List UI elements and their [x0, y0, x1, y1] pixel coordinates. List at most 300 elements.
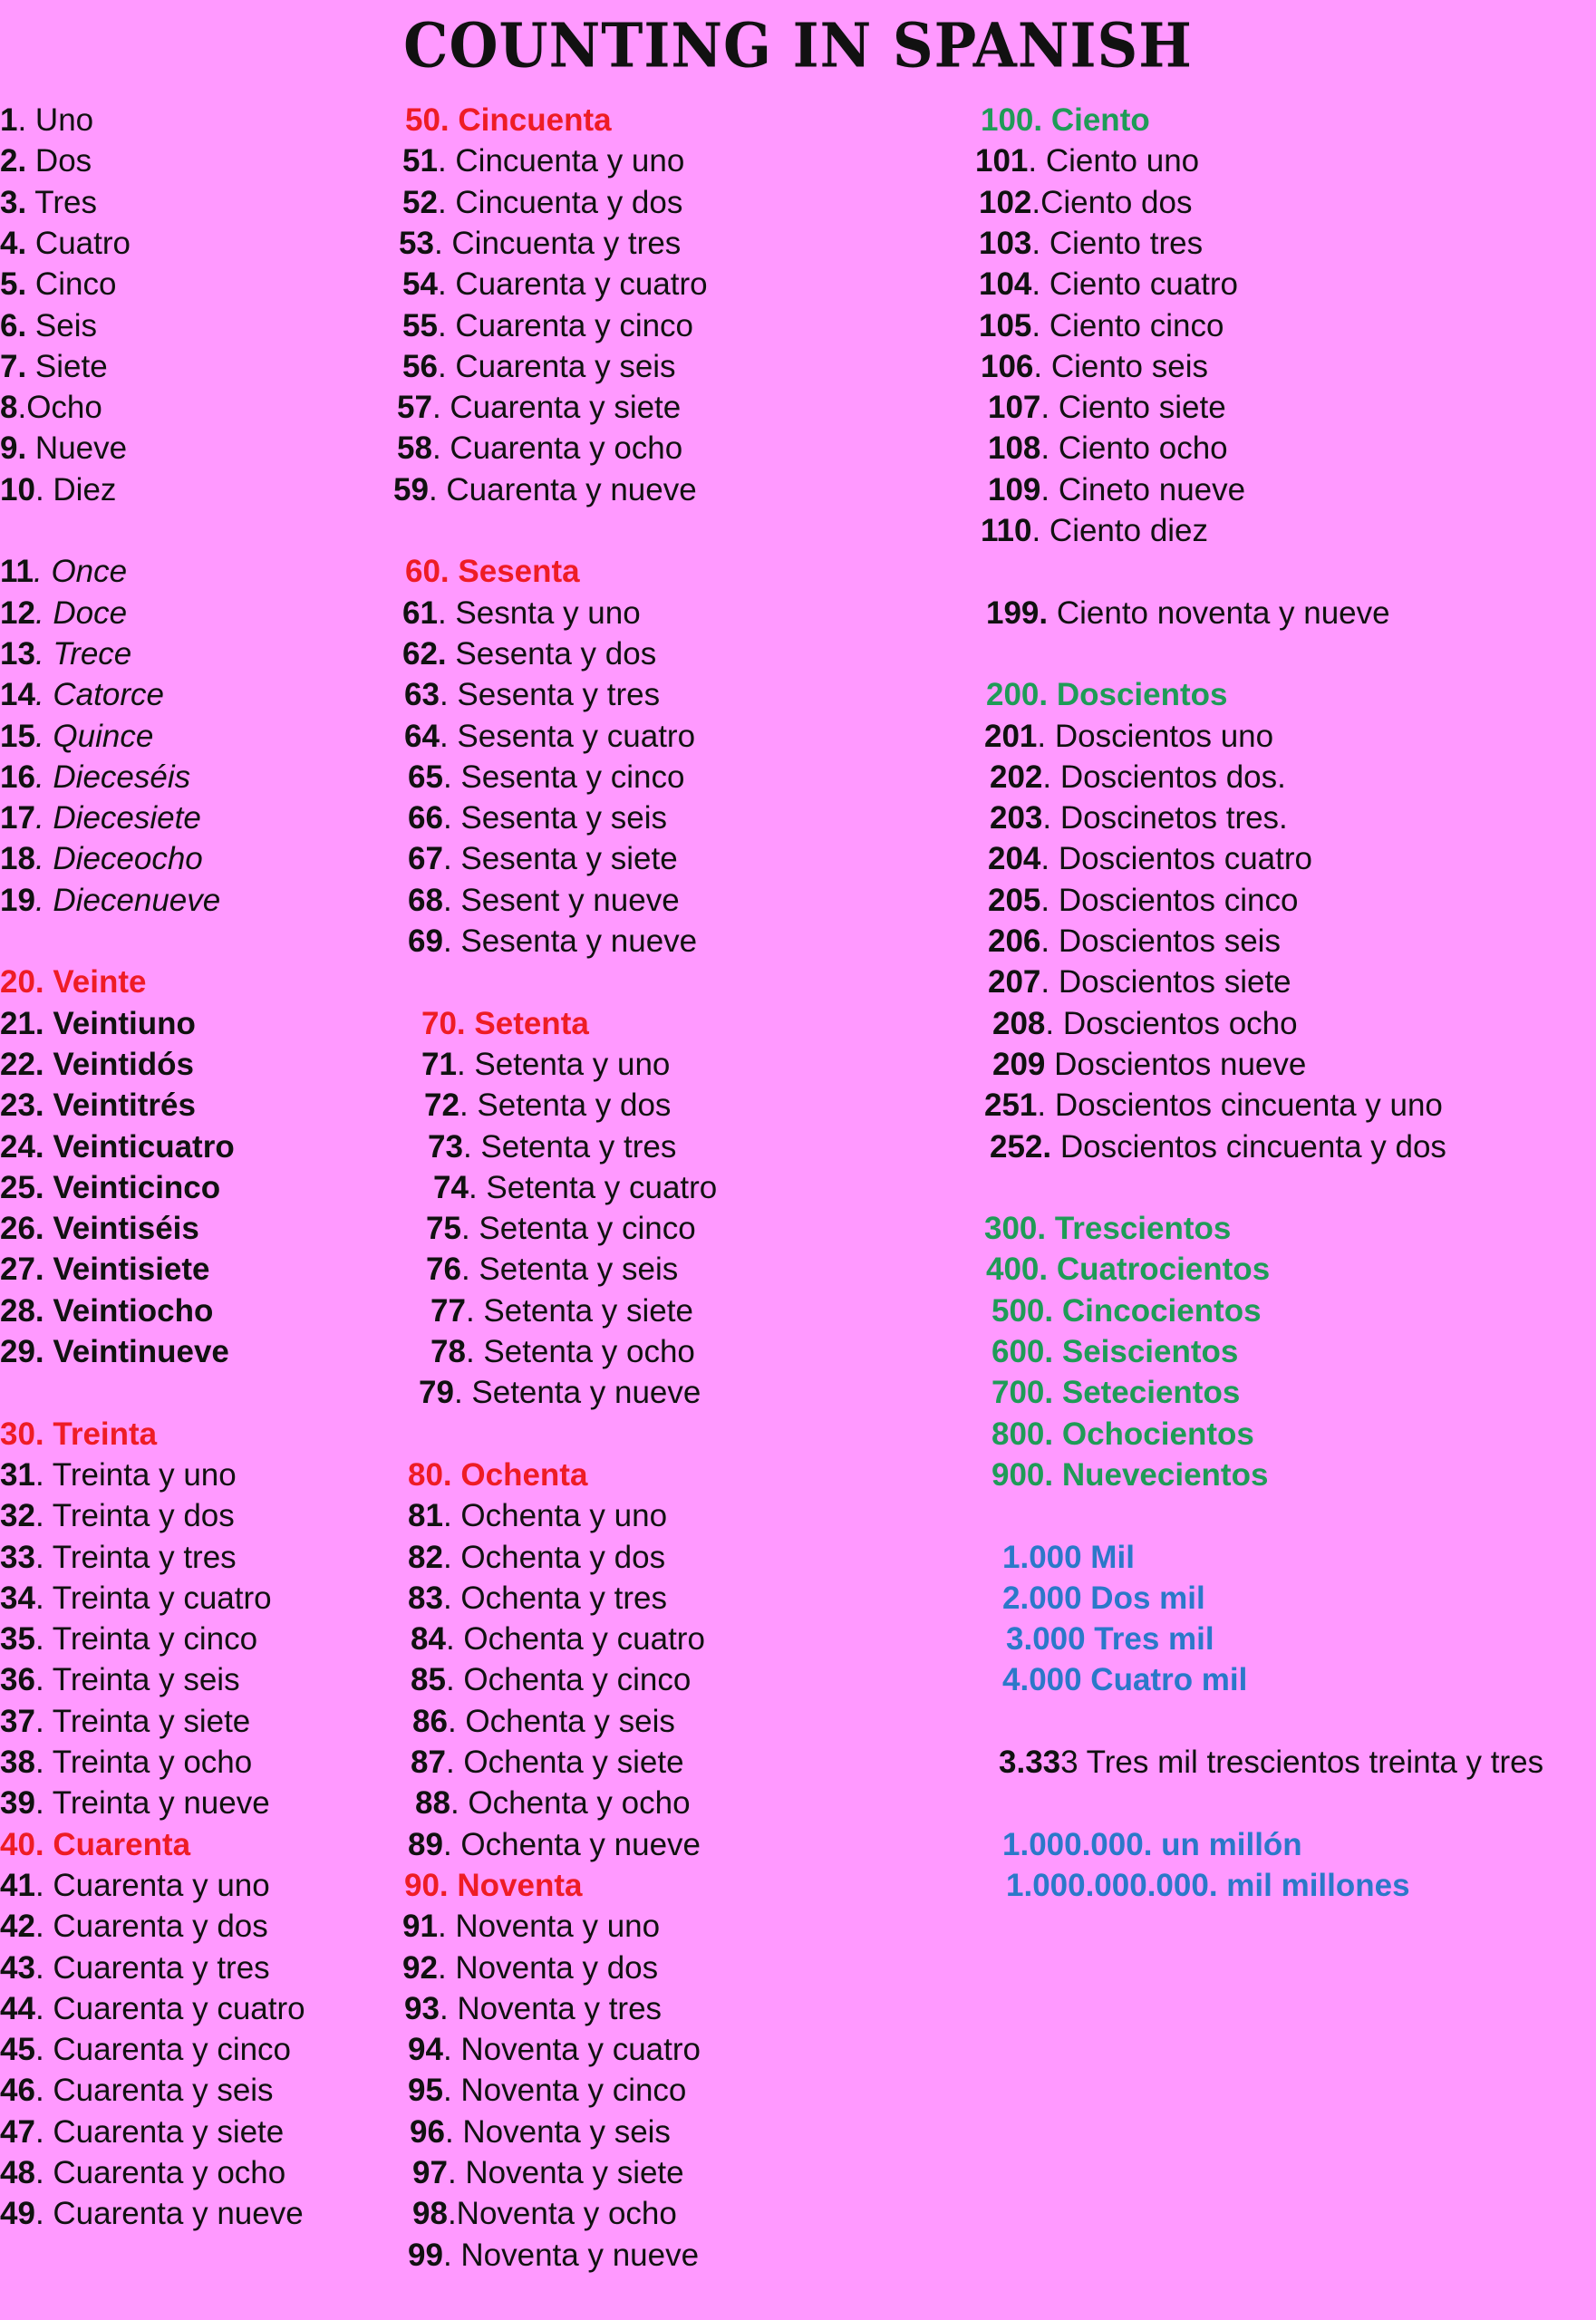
- number-entry: [0, 838, 203, 879]
- number-entry: [979, 305, 1224, 346]
- number-digits: 54: [402, 266, 438, 303]
- number-word: . Ochenta y uno: [442, 1498, 668, 1534]
- number-heading: [1006, 1619, 1214, 1659]
- number-entry: [402, 1906, 660, 1947]
- number-digits: 106: [981, 348, 1034, 384]
- number-digits: 87: [411, 1745, 446, 1780]
- number-word: . Ochenta y nueve: [442, 1826, 701, 1862]
- number-entry: [0, 1742, 252, 1783]
- number-digits: 76: [426, 1252, 461, 1288]
- number-entry: [426, 1249, 678, 1290]
- number-word: . Ciento seis: [1033, 348, 1208, 384]
- number-entry: [0, 2029, 291, 2070]
- number-digits: 37: [0, 1703, 35, 1739]
- number-word: . Setenta y cuatro: [468, 1169, 718, 1205]
- number-digits: 64: [404, 718, 440, 754]
- number-word: . Setenta y tres: [462, 1128, 677, 1165]
- number-entry: [412, 2193, 677, 2234]
- number-digits: 31: [0, 1456, 35, 1493]
- heading-text: 100. Ciento: [981, 102, 1150, 138]
- number-digits: 13: [0, 635, 35, 672]
- number-digits: 58: [397, 430, 432, 467]
- number-word: . Ochenta y tres: [442, 1580, 667, 1616]
- number-word: . Cuarenta y ocho: [34, 2155, 286, 2190]
- heading-text: 50. Cincuenta: [405, 102, 612, 138]
- number-digits: 96: [410, 2113, 445, 2150]
- number-word: . Cuarenta y seis: [437, 348, 676, 384]
- number-digits: 199.: [986, 594, 1049, 631]
- number-digits: 51: [402, 143, 438, 179]
- number-entry: [408, 921, 697, 962]
- number-entry: [0, 346, 108, 387]
- number-word: . Doscientos dos.: [1042, 759, 1286, 795]
- number-digits: 18: [0, 841, 35, 877]
- number-digits: 27.: [0, 1252, 44, 1288]
- number-word: . Dieceocho: [34, 841, 203, 877]
- number-entry: [410, 2112, 671, 2152]
- number-digits: 22.: [0, 1046, 44, 1082]
- number-entry: [411, 1619, 705, 1659]
- number-entry: [0, 1701, 250, 1742]
- number-digits: 202: [990, 759, 1043, 795]
- heading-text: 4.000 Cuatro mil: [1002, 1662, 1248, 1698]
- number-entry: [408, 838, 678, 879]
- number-word: Doscientos nueve: [1045, 1046, 1307, 1082]
- number-entry: [402, 1948, 658, 1988]
- number-digits: 91: [402, 1909, 438, 1945]
- number-digits: 89: [408, 1826, 443, 1862]
- number-entry: [415, 1783, 691, 1823]
- number-entry: [408, 2070, 686, 2111]
- number-word: . Cuarenta y cinco: [437, 307, 694, 343]
- heading-text: 70. Setenta: [421, 1005, 589, 1041]
- number-entry: [426, 1208, 696, 1249]
- number-word: . Treinta y tres: [34, 1539, 237, 1575]
- number-entry: [404, 674, 660, 715]
- heading-text: 600. Seiscientos: [991, 1334, 1239, 1369]
- number-word: Veintidós: [44, 1046, 194, 1082]
- number-entry: [975, 140, 1199, 181]
- number-entry: [0, 798, 201, 838]
- number-entry: [0, 1906, 268, 1947]
- number-word: . Treinta y cinco: [34, 1621, 258, 1658]
- number-digits: 28.: [0, 1292, 44, 1329]
- number-word: . Sesenta y cuatro: [439, 718, 696, 754]
- number-digits: 101: [975, 143, 1029, 179]
- number-digits: 47: [0, 2113, 35, 2150]
- number-word: . Setenta y nueve: [453, 1375, 701, 1411]
- number-word: . Cuarenta y siete: [34, 2113, 285, 2150]
- number-word: . Cuarenta y ocho: [431, 430, 683, 467]
- number-heading: [405, 100, 612, 140]
- number-digits: 75: [426, 1211, 461, 1247]
- number-digits: 11: [0, 554, 34, 590]
- number-digits: 44: [0, 1990, 35, 2026]
- number-word: . Setenta y ocho: [465, 1334, 695, 1369]
- number-digits: 67: [408, 841, 443, 877]
- number-word: . Noventa y seis: [444, 2113, 671, 2150]
- number-word: . Setenta y uno: [456, 1046, 671, 1082]
- number-digits: 93: [404, 1990, 440, 2026]
- heading-text: 200. Doscientos: [986, 677, 1228, 713]
- number-digits: 16: [0, 759, 35, 795]
- heading-text: 30. Treinta: [0, 1416, 158, 1452]
- number-entry: [402, 182, 682, 223]
- number-digits: 61: [402, 594, 438, 631]
- number-word: . Doscientos seis: [1040, 923, 1281, 959]
- heading-text: 40. Cuarenta: [0, 1826, 191, 1862]
- number-word: . Setenta y seis: [460, 1252, 679, 1288]
- number-entry: [0, 305, 97, 346]
- number-word: . Quince: [34, 718, 154, 754]
- number-word: . Noventa y uno: [437, 1909, 661, 1945]
- number-entry: [408, 1578, 667, 1619]
- number-heading: [405, 551, 580, 592]
- number-digits: 208: [992, 1005, 1046, 1041]
- number-word: . Doscinetos tres.: [1042, 800, 1288, 836]
- number-word: . Sesenta y siete: [442, 841, 678, 877]
- number-word: . Cincuenta y dos: [437, 184, 683, 220]
- number-entry: [986, 593, 1390, 633]
- number-entry: [393, 469, 697, 510]
- number-heading: [1002, 1659, 1247, 1700]
- number-digits: 63: [404, 677, 440, 713]
- number-digits: 92: [402, 1949, 438, 1986]
- number-entry: [411, 1659, 691, 1700]
- number-digits: 52: [402, 184, 438, 220]
- number-word: . Doscientos uno: [1037, 718, 1274, 754]
- number-word: . Ciento tres: [1031, 225, 1204, 261]
- number-word: . Doscientos siete: [1040, 964, 1291, 1000]
- number-entry: [0, 2193, 304, 2234]
- number-entry: [0, 1167, 220, 1208]
- number-entry: [0, 1537, 237, 1578]
- number-entry: [0, 182, 97, 223]
- number-word: . Cuarenta y nueve: [34, 2196, 304, 2232]
- number-digits: 204: [988, 841, 1041, 877]
- number-word: . Doscientos cinco: [1040, 882, 1299, 918]
- number-digits: 36: [0, 1662, 35, 1698]
- number-digits: 32: [0, 1498, 35, 1534]
- number-digits: 41: [0, 1867, 35, 1903]
- number-entry: [988, 921, 1281, 962]
- number-digits: 46: [0, 2073, 35, 2109]
- heading-text: 1.000.000. un millón: [1002, 1826, 1302, 1862]
- number-word: . Ciento ocho: [1040, 430, 1228, 467]
- number-word: Veintiséis: [44, 1211, 199, 1247]
- number-entry: [0, 1865, 270, 1906]
- number-digits: 88: [415, 1785, 450, 1822]
- number-word: . Ochenta y cuatro: [445, 1621, 705, 1658]
- number-word: . Sesent y nueve: [442, 882, 680, 918]
- number-heading: [984, 1208, 1231, 1249]
- number-word: . Cuarenta y cinco: [34, 2032, 292, 2068]
- number-entry: [408, 1824, 701, 1865]
- number-entry: [0, 1988, 305, 2029]
- number-entry: [979, 223, 1203, 264]
- number-word: Dos: [26, 143, 92, 179]
- number-entry: [988, 428, 1228, 469]
- number-entry: [0, 100, 93, 140]
- number-digits: 29.: [0, 1334, 44, 1369]
- number-digits: 207: [988, 964, 1041, 1000]
- number-word: Sesenta y dos: [446, 635, 657, 672]
- number-digits: 62.: [402, 635, 447, 672]
- number-digits: 15: [0, 718, 35, 754]
- number-digits: 25.: [0, 1169, 44, 1205]
- number-word: . Treinta y nueve: [34, 1785, 270, 1822]
- number-word: . Doscientos ocho: [1045, 1005, 1298, 1041]
- number-heading: [1006, 1865, 1410, 1906]
- number-entry: [0, 1578, 272, 1619]
- number-digits: 14: [0, 677, 35, 713]
- number-entry: [402, 305, 693, 346]
- number-word: . Cuarenta y uno: [34, 1867, 270, 1903]
- number-word: Nueve: [26, 430, 128, 467]
- number-entry: [408, 757, 684, 798]
- number-word: . Cuarenta y dos: [34, 1909, 268, 1945]
- number-entry: [0, 633, 131, 674]
- number-entry: [0, 2070, 274, 2111]
- number-digits: 65: [408, 759, 443, 795]
- number-digits: 109: [988, 471, 1041, 508]
- number-word: . Doce: [34, 594, 128, 631]
- number-word: . Ciento cuatro: [1031, 266, 1239, 303]
- number-digits: 66: [408, 800, 443, 836]
- heading-text: 400. Cuatrocientos: [986, 1252, 1271, 1288]
- number-entry: [408, 798, 667, 838]
- number-digits: 97: [412, 2155, 448, 2190]
- number-digits: 203: [990, 800, 1043, 836]
- number-entry: [990, 798, 1288, 838]
- number-digits: 6.: [0, 307, 27, 343]
- number-heading: [991, 1455, 1268, 1495]
- number-entry: [0, 140, 92, 181]
- number-entry: [988, 838, 1312, 879]
- number-digits: 4.: [0, 225, 27, 261]
- number-word: .Ciento dos: [1031, 184, 1193, 220]
- number-word: Seis: [26, 307, 98, 343]
- number-digits: 1: [0, 102, 18, 138]
- number-digits: 57: [397, 390, 432, 426]
- number-digits: 84: [411, 1621, 446, 1658]
- heading-text: 80. Ochenta: [408, 1456, 588, 1493]
- number-digits: 53: [399, 225, 434, 261]
- number-heading: [991, 1331, 1238, 1372]
- number-digits: 206: [988, 923, 1041, 959]
- number-entry: [412, 1701, 675, 1742]
- number-word: . Ochenta y cinco: [445, 1662, 692, 1698]
- number-digits: 209: [992, 1046, 1046, 1082]
- number-word: . Doscientos cincuenta y uno: [1037, 1088, 1443, 1124]
- number-digits: 55: [402, 307, 438, 343]
- number-digits: 7.: [0, 348, 27, 384]
- number-entry: [0, 387, 102, 428]
- number-digits: 34: [0, 1580, 35, 1616]
- number-entry: [999, 1742, 1543, 1783]
- heading-text: 500. Cincocientos: [991, 1292, 1262, 1329]
- number-word: 3 Tres mil trescientos treinta y tres: [1060, 1745, 1544, 1780]
- number-word: . Ochenta y siete: [445, 1745, 684, 1780]
- heading-text: 1.000.000.000. mil millones: [1006, 1867, 1410, 1903]
- number-entry: [433, 1167, 717, 1208]
- number-word: Cuatro: [26, 225, 131, 261]
- number-word: Veintiuno: [44, 1005, 196, 1041]
- number-digits: 98: [412, 2196, 448, 2232]
- number-entry: [0, 716, 153, 757]
- number-word: . Sesnta y uno: [437, 594, 641, 631]
- number-word: . Ciento diez: [1031, 513, 1209, 548]
- number-entry: [408, 1495, 667, 1536]
- number-word: . Diez: [34, 471, 117, 508]
- number-word: . Ciento cinco: [1031, 307, 1224, 343]
- number-word: . Cuarenta y nueve: [428, 471, 697, 508]
- number-word: . Ochenta y dos: [442, 1539, 666, 1575]
- number-digits: 45: [0, 2032, 35, 2068]
- number-word: . Sesenta y tres: [439, 677, 661, 713]
- number-entry: [979, 182, 1192, 223]
- number-digits: 3.: [0, 184, 27, 220]
- number-digits: 77: [430, 1292, 466, 1329]
- number-entry: [0, 223, 131, 264]
- number-word: Cinco: [26, 266, 117, 303]
- number-entry: [988, 962, 1291, 1002]
- number-entry: [0, 551, 127, 592]
- number-heading: [404, 1865, 582, 1906]
- number-entry: [984, 716, 1273, 757]
- number-heading: [991, 1414, 1254, 1455]
- number-heading: [1002, 1537, 1135, 1578]
- heading-text: 3.000 Tres mil: [1006, 1621, 1214, 1658]
- page-title: COUNTING IN SPANISH: [403, 10, 1193, 82]
- number-heading: [981, 100, 1150, 140]
- number-word: . Treinta y cuatro: [34, 1580, 272, 1616]
- heading-text: 90. Noventa: [404, 1867, 583, 1903]
- number-digits: 21.: [0, 1005, 44, 1041]
- number-word: Tres: [26, 184, 97, 220]
- number-digits: 59: [393, 471, 429, 508]
- number-heading: [0, 1824, 190, 1865]
- number-entry: [0, 1003, 196, 1044]
- number-word: Siete: [26, 348, 108, 384]
- number-digits: 105: [979, 307, 1032, 343]
- number-word: . Diecenueve: [34, 882, 221, 918]
- number-entry: [992, 1003, 1298, 1044]
- number-digits: 103: [979, 225, 1032, 261]
- number-digits: 23.: [0, 1088, 44, 1124]
- number-entry: [402, 140, 684, 181]
- number-digits: 3.33: [999, 1745, 1061, 1780]
- number-digits: 33: [0, 1539, 35, 1575]
- number-digits: 8: [0, 390, 18, 426]
- heading-text: 20. Veinte: [0, 964, 147, 1000]
- number-entry: [402, 346, 676, 387]
- number-entry: [0, 2112, 284, 2152]
- number-entry: [0, 880, 220, 921]
- number-heading: [408, 1455, 587, 1495]
- number-word: . Sesenta y cinco: [442, 759, 685, 795]
- number-digits: 12: [0, 594, 35, 631]
- number-digits: 39: [0, 1785, 35, 1822]
- number-entry: [0, 674, 164, 715]
- number-digits: 251: [984, 1088, 1038, 1124]
- number-digits: 205: [988, 882, 1041, 918]
- number-word: Veintisiete: [44, 1252, 210, 1288]
- number-entry: [0, 593, 127, 633]
- number-digits: 24.: [0, 1128, 44, 1165]
- number-entry: [0, 1331, 229, 1372]
- number-heading: [986, 1249, 1270, 1290]
- heading-text: 900. Nuevecientos: [991, 1456, 1269, 1493]
- number-word: . Ciento uno: [1028, 143, 1200, 179]
- number-entry: [990, 1126, 1446, 1167]
- number-word: . Cuarenta y siete: [431, 390, 682, 426]
- number-word: . Cuarenta y seis: [34, 2073, 274, 2109]
- number-entry: [0, 1659, 240, 1700]
- number-digits: 99: [408, 2237, 443, 2273]
- number-digits: 17: [0, 800, 35, 836]
- number-digits: 71: [421, 1046, 457, 1082]
- number-digits: 42: [0, 1909, 35, 1945]
- number-word: . Setenta y cinco: [460, 1211, 696, 1247]
- number-word: . Ciento siete: [1040, 390, 1226, 426]
- number-word: . Noventa y cinco: [442, 2073, 687, 2109]
- number-word: . Trece: [34, 635, 132, 672]
- number-word: . Treinta y siete: [34, 1703, 251, 1739]
- number-digits: 201: [984, 718, 1038, 754]
- number-entry: [981, 510, 1208, 551]
- number-entry: [981, 346, 1208, 387]
- number-word: . Ochenta y ocho: [450, 1785, 691, 1822]
- number-digits: 83: [408, 1580, 443, 1616]
- number-entry: [419, 1372, 701, 1413]
- number-word: . Cincuenta y tres: [433, 225, 682, 261]
- number-entry: [0, 469, 116, 510]
- number-entry: [0, 1290, 213, 1331]
- number-word: . Sesenta y seis: [442, 800, 668, 836]
- number-digits: 94: [408, 2032, 443, 2068]
- number-entry: [408, 2235, 699, 2276]
- number-word: .Noventa y ocho: [447, 2196, 677, 2232]
- number-digits: 74: [433, 1169, 469, 1205]
- number-digits: 26.: [0, 1211, 44, 1247]
- number-entry: [0, 1619, 257, 1659]
- number-word: .Ocho: [17, 390, 102, 426]
- number-digits: 49: [0, 2196, 35, 2232]
- heading-text: 60. Sesenta: [405, 554, 580, 590]
- number-heading: [991, 1372, 1240, 1413]
- number-entry: [0, 1495, 235, 1536]
- number-entry: [404, 716, 695, 757]
- number-entry: [421, 1044, 670, 1085]
- number-entry: [412, 2152, 684, 2193]
- number-entry: [397, 387, 681, 428]
- number-word: . Treinta y seis: [34, 1662, 240, 1698]
- number-digits: 110: [981, 513, 1032, 548]
- number-word: . Uno: [17, 102, 94, 138]
- number-entry: [0, 1208, 199, 1249]
- number-heading: [1002, 1578, 1205, 1619]
- number-word: . Noventa y siete: [447, 2155, 684, 2190]
- number-digits: 78: [430, 1334, 466, 1369]
- number-word: . Ochenta y seis: [447, 1703, 675, 1739]
- number-heading: [0, 962, 146, 1002]
- number-digits: 19: [0, 882, 35, 918]
- number-word: Veintiocho: [44, 1292, 214, 1329]
- number-digits: 38: [0, 1745, 35, 1780]
- number-word: . Cuarenta y cuatro: [34, 1990, 305, 2026]
- number-word: . Cuarenta y cuatro: [437, 266, 708, 303]
